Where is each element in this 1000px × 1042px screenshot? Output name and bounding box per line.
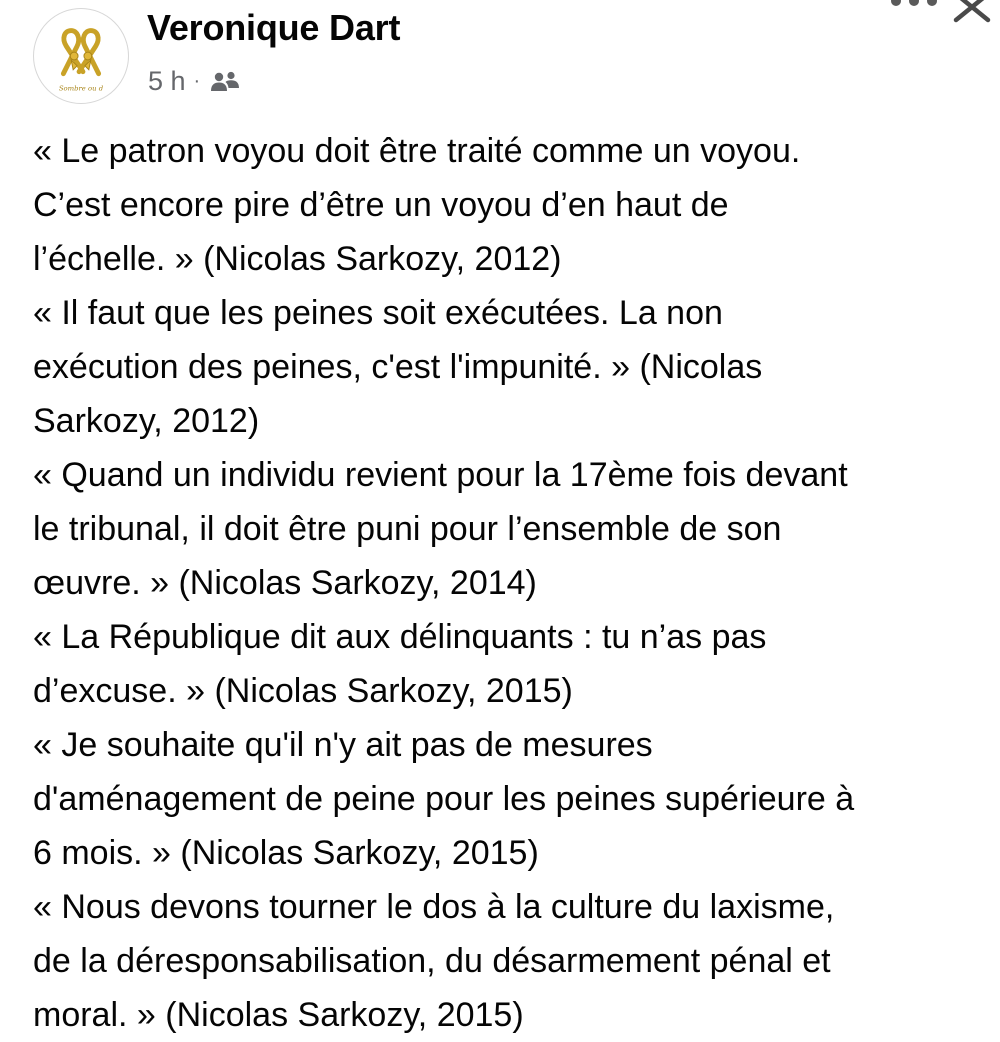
post-text-line: moral. » (Nicolas Sarkozy, 2015) — [33, 996, 524, 1034]
more-icon — [888, 0, 940, 18]
post-text-line: exécution des peines, c'est l'impunité. » (Nicolas — [33, 348, 763, 386]
author-name[interactable]: Veronique Dart — [147, 7, 401, 48]
meta-separator: · — [193, 69, 201, 92]
post-time[interactable]: 5 h — [148, 65, 186, 96]
post-text-line: « Nous devons tourner le dos à la culture du laxisme, — [33, 888, 835, 926]
friends-icon[interactable] — [210, 70, 240, 92]
post-text-line: le tribunal, il doit être puni pour l’ensemble de son — [33, 510, 782, 548]
post-text-line: « Il faut que les peines soit exécutées. La non — [33, 294, 723, 332]
avatar[interactable] — [33, 8, 129, 104]
post-text-line: « Le patron voyou doit être traité comme un voyou. — [33, 132, 801, 170]
more-options-button[interactable] — [888, 0, 940, 18]
post-text-line: « Je souhaite qu'il n'y ait pas de mesures — [33, 726, 653, 764]
post-text-line: d'aménagement de peine pour les peines supérieure à — [33, 780, 855, 818]
post-text-line: « Quand un individu revient pour la 17ème fois devant — [33, 456, 848, 494]
close-button[interactable] — [950, 0, 994, 24]
post-text-line: l’échelle. » (Nicolas Sarkozy, 2012) — [33, 240, 562, 278]
post-text-line: C’est encore pire d’être un voyou d’en haut de — [33, 186, 729, 224]
post-text-line: œuvre. » (Nicolas Sarkozy, 2014) — [33, 564, 537, 602]
post-text-line: d’excuse. » (Nicolas Sarkozy, 2015) — [33, 672, 573, 710]
post-text-line: « La République dit aux délinquants : tu n’as pas — [33, 618, 767, 656]
post-text-line: Sarkozy, 2012) — [33, 402, 260, 440]
close-icon — [950, 0, 994, 24]
avatar-caption: Sombre ou d — [58, 84, 104, 93]
gold-ribbon-logo-icon — [34, 9, 128, 103]
post-text-line: 6 mois. » (Nicolas Sarkozy, 2015) — [33, 834, 539, 872]
post-meta — [148, 64, 240, 98]
post-text — [33, 124, 988, 1042]
post-text-line: de la déresponsabilisation, du désarmement pénal et — [33, 942, 831, 980]
